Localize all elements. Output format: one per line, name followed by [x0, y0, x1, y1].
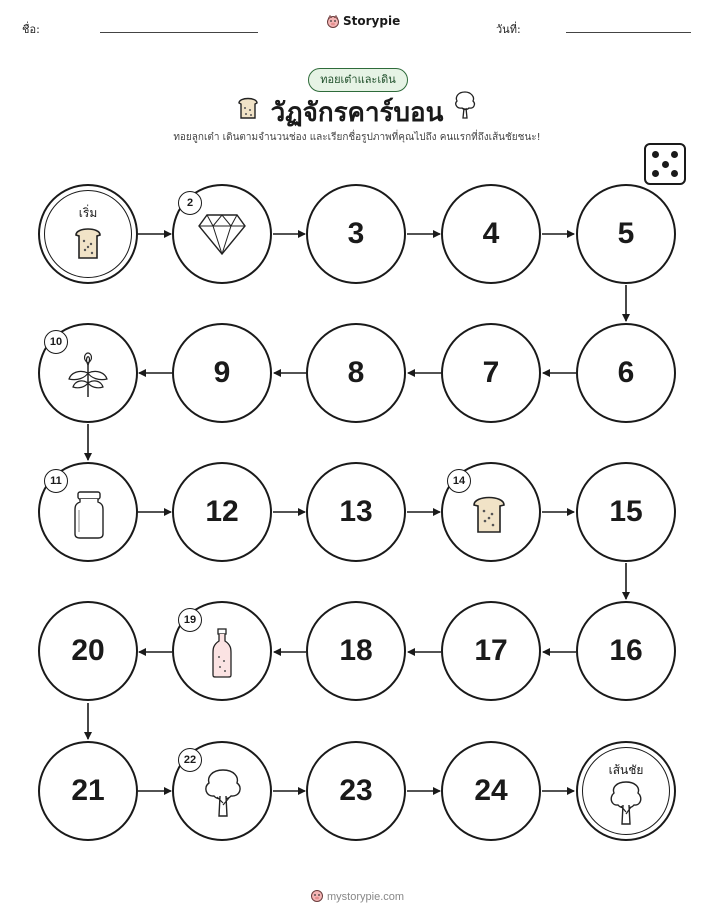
date-label: วันที่: [496, 23, 521, 36]
finish-space[interactable] [576, 741, 676, 841]
bread-icon [471, 492, 507, 534]
board-space-23[interactable] [306, 741, 406, 841]
page-title: วัฏจักรคาร์บอน [270, 98, 444, 128]
footer-site [0, 888, 714, 903]
space-number: 4 [482, 217, 500, 250]
board-space-9[interactable] [172, 323, 272, 423]
board-space-20[interactable] [38, 601, 138, 701]
space-number-badge: 22 [178, 748, 202, 772]
board-space-13[interactable] [306, 462, 406, 562]
board-space-3[interactable] [306, 184, 406, 284]
board-space-8[interactable] [306, 323, 406, 423]
board-space-15[interactable] [576, 462, 676, 562]
space-number: 5 [617, 217, 635, 250]
space-number: 12 [205, 495, 239, 528]
board-space-16[interactable] [576, 601, 676, 701]
space-number: 8 [347, 356, 365, 389]
space-number-badge: 11 [44, 469, 68, 493]
bread-icon [73, 224, 103, 260]
space-number-badge: 2 [178, 191, 202, 215]
space-number: 17 [474, 634, 508, 667]
space-number-badge: 10 [44, 330, 68, 354]
space-number-badge: 14 [447, 469, 471, 493]
space-number: 7 [482, 356, 500, 389]
diamond-icon [197, 212, 247, 256]
pig-icon [310, 888, 324, 902]
jar-icon [72, 490, 106, 540]
start-label: เริ่ม [78, 206, 98, 220]
space-number: 21 [71, 774, 105, 807]
bottle-icon [210, 627, 234, 679]
space-number: 23 [339, 774, 373, 807]
footer-url[interactable]: mystorypie.com [327, 891, 405, 903]
brand-name: Storypie [343, 14, 401, 28]
board-space-12[interactable] [172, 462, 272, 562]
space-number: 16 [609, 634, 643, 667]
tree-icon [200, 767, 246, 819]
space-number: 18 [339, 634, 373, 667]
board-space-7[interactable] [441, 323, 541, 423]
board-space-24[interactable] [441, 741, 541, 841]
leaf-icon [65, 351, 111, 399]
board-space-17[interactable] [441, 601, 541, 701]
board-space-5[interactable] [576, 184, 676, 284]
name-label: ชื่อ: [22, 23, 40, 36]
game-type-badge: ทอยเต๋าและเดิน [308, 68, 408, 92]
space-number-badge: 19 [178, 608, 202, 632]
tree-icon [606, 779, 646, 827]
space-number: 24 [474, 774, 508, 807]
space-number: 13 [339, 495, 373, 528]
board-space-4[interactable] [441, 184, 541, 284]
space-number: 15 [609, 495, 643, 528]
board-space-18[interactable] [306, 601, 406, 701]
space-number: 3 [347, 217, 365, 250]
instructions: ทอยลูกเต๋า เดินตามจำนวนช่อง และเรียกชื่อรูปภาพที่คุณไปถึง คนแรกที่ถึงเส้นชัยชนะ! [173, 132, 541, 143]
board-space-21[interactable] [38, 741, 138, 841]
space-number: 20 [71, 634, 105, 667]
space-number: 9 [213, 356, 231, 389]
board-space-6[interactable] [576, 323, 676, 423]
space-number: 6 [617, 356, 635, 389]
start-space[interactable] [38, 184, 138, 284]
finish-label: เส้นชัย [608, 763, 644, 777]
